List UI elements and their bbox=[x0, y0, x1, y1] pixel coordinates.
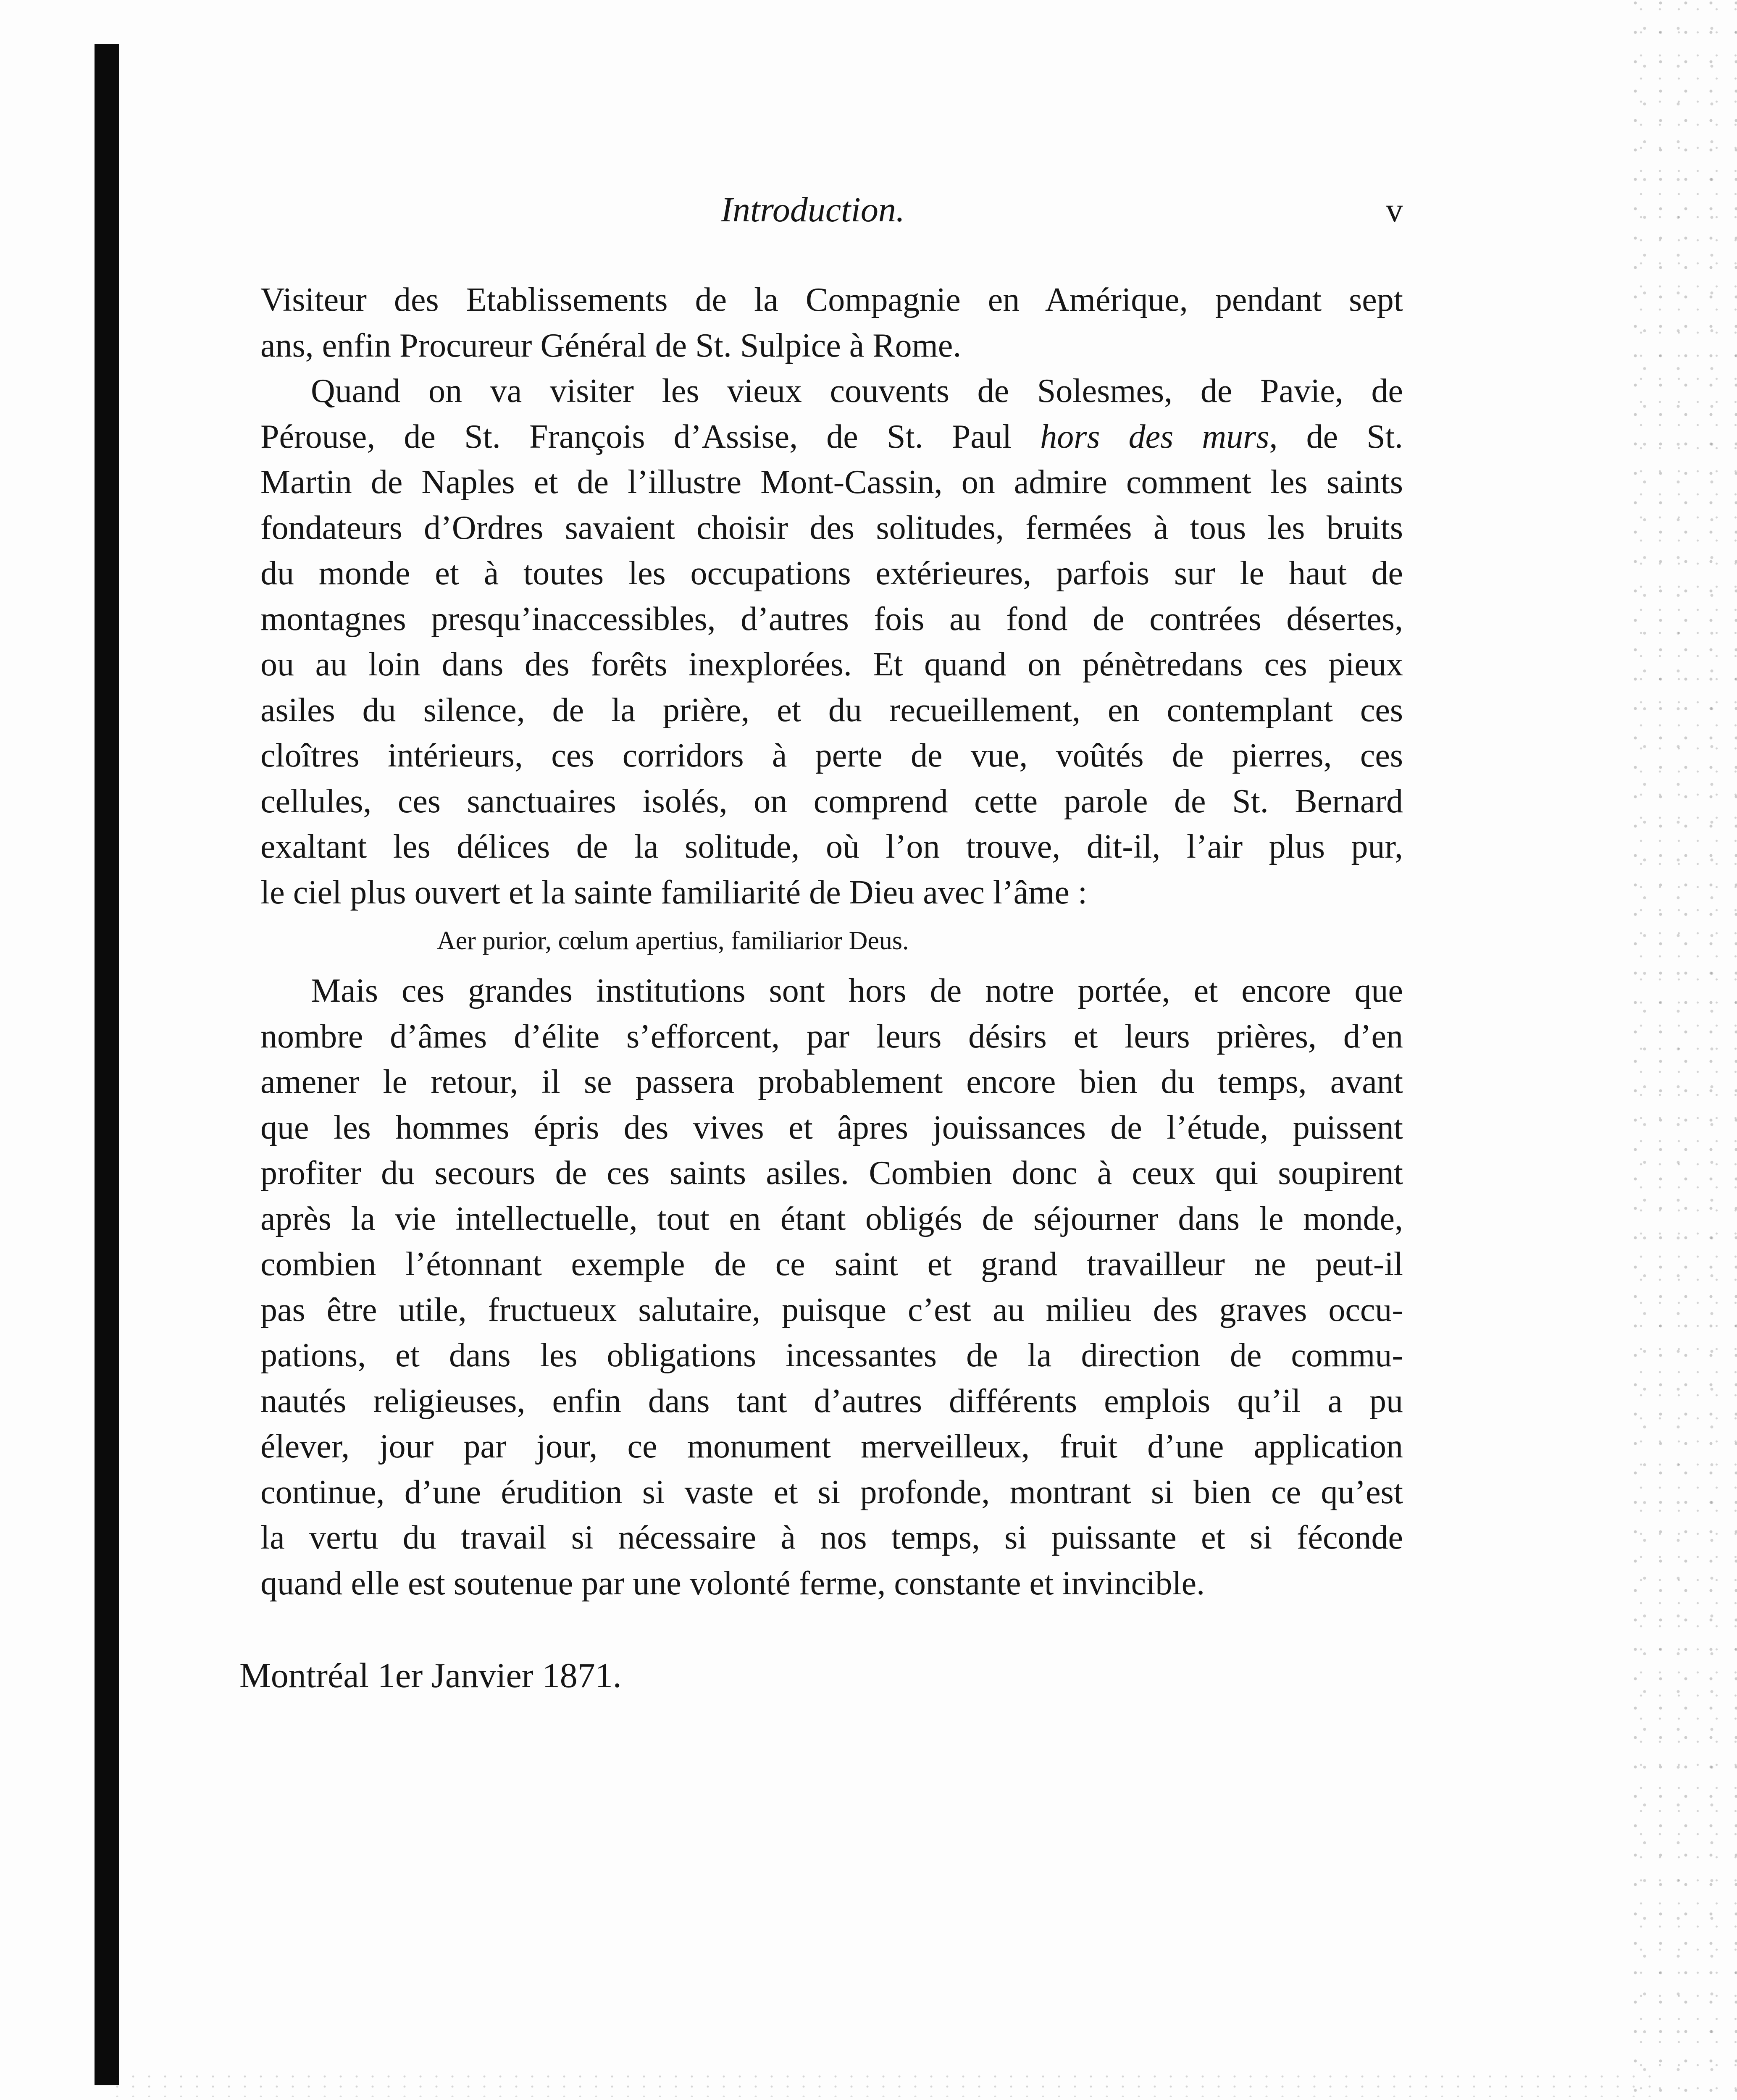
text-line: du monde et à toutes les occupations extérieures, parfois sur le haut de bbox=[260, 555, 1403, 592]
text-line: profiter du secours de ces saints asiles. Combien donc à ceux qui soupirent bbox=[260, 1155, 1403, 1192]
text-line: Mais ces grandes institutions sont hors de notre portée, et encore que bbox=[311, 972, 1403, 1009]
text-line: cloîtres intérieurs, ces corridors à perte de vue, voûtés de pierres, ces bbox=[260, 737, 1403, 774]
place-and-date: Montréal 1er Janvier 1871. bbox=[239, 1656, 622, 1695]
text-line: combien l’étonnant exemple de ce saint et grand travailleur ne peut-il bbox=[260, 1246, 1403, 1283]
italic-phrase: hors des murs bbox=[1040, 418, 1269, 455]
text-line: Quand on va visiter les vieux couvents de Solesmes, de Pavie, de bbox=[311, 373, 1403, 410]
text-run: Pérouse, de St. François d’Assise, de St. Paul bbox=[260, 418, 1041, 455]
text-line: nombre d’âmes d’élite s’efforcent, par leurs désirs et leurs prières, d’en bbox=[260, 1018, 1403, 1055]
text-line: asiles du silence, de la prière, et du recueillement, en contemplant ces bbox=[260, 691, 1403, 729]
text-line: pas être utile, fructueux salutaire, puisque c’est au milieu des graves occu- bbox=[260, 1291, 1403, 1328]
text-line: exaltant les délices de la solitude, où l’on trouve, dit-il, l’air plus pur, bbox=[260, 828, 1403, 865]
text-line: élever, jour par jour, ce monument merveilleux, fruit d’une application bbox=[260, 1428, 1403, 1465]
text-line: fondateurs d’Ordres savaient choisir des solitudes, fermées à tous les bruits bbox=[260, 509, 1403, 546]
body-text-bottom bbox=[260, 968, 1403, 1606]
text-line: cellules, ces sanctuaires isolés, on comprend cette parole de St. Bernard bbox=[260, 782, 1403, 820]
text-line: ans, enfin Procureur Général de St. Sulpice à Rome. bbox=[260, 327, 962, 364]
running-head-title: Introduction. bbox=[721, 190, 905, 229]
bottom-edge-specks bbox=[109, 2071, 1663, 2097]
text-line bbox=[260, 414, 1403, 460]
text-line: que les hommes épris des vives et âpres jouissances de l’étude, puissent bbox=[260, 1109, 1403, 1146]
text-line: continue, d’une érudition si vaste et si profonde, montrant si bien ce qu’est bbox=[260, 1473, 1403, 1511]
text-line: après la vie intellectuelle, tout en étant obligés de séjourner dans le monde, bbox=[260, 1200, 1403, 1237]
text-line: ou au loin dans des forêts inexplorées. Et quand on pénètredans ces pieux bbox=[260, 646, 1403, 683]
text-line: nautés religieuses, enfin dans tant d’autres différents emplois qu’il a pu bbox=[260, 1382, 1403, 1420]
text-line: montagnes presqu’inaccessibles, d’autres fois au fond de contrées désertes, bbox=[260, 600, 1403, 638]
text-line: quand elle est soutenue par une volonté ferme, constante et invincible. bbox=[260, 1564, 1205, 1602]
body-text-top bbox=[260, 277, 1403, 915]
latin-quotation: Aer purior, cœlum apertius, familiarior Deus. bbox=[437, 927, 909, 955]
binding-edge bbox=[95, 44, 119, 2085]
running-head bbox=[252, 187, 1403, 233]
text-line: amener le retour, il se passera probablement encore bien du temps, avant bbox=[260, 1063, 1403, 1100]
page-number: v bbox=[1386, 191, 1403, 229]
page-edge-specks bbox=[1628, 0, 1737, 2100]
text-line: Martin de Naples et de l’illustre Mont-Cassin, on admire comment les saints bbox=[260, 464, 1403, 501]
text-line: la vertu du travail si nécessaire à nos temps, si puissante et si féconde bbox=[260, 1519, 1403, 1556]
text-line: Visiteur des Etablissements de la Compagnie en Amérique, pendant sept bbox=[260, 281, 1403, 318]
text-line: pations, et dans les obligations incessantes de la direction de commu- bbox=[260, 1337, 1403, 1374]
text-run: , de St. bbox=[1269, 418, 1403, 455]
text-line: le ciel plus ouvert et la sainte familiarité de Dieu avec l’âme : bbox=[260, 874, 1088, 911]
